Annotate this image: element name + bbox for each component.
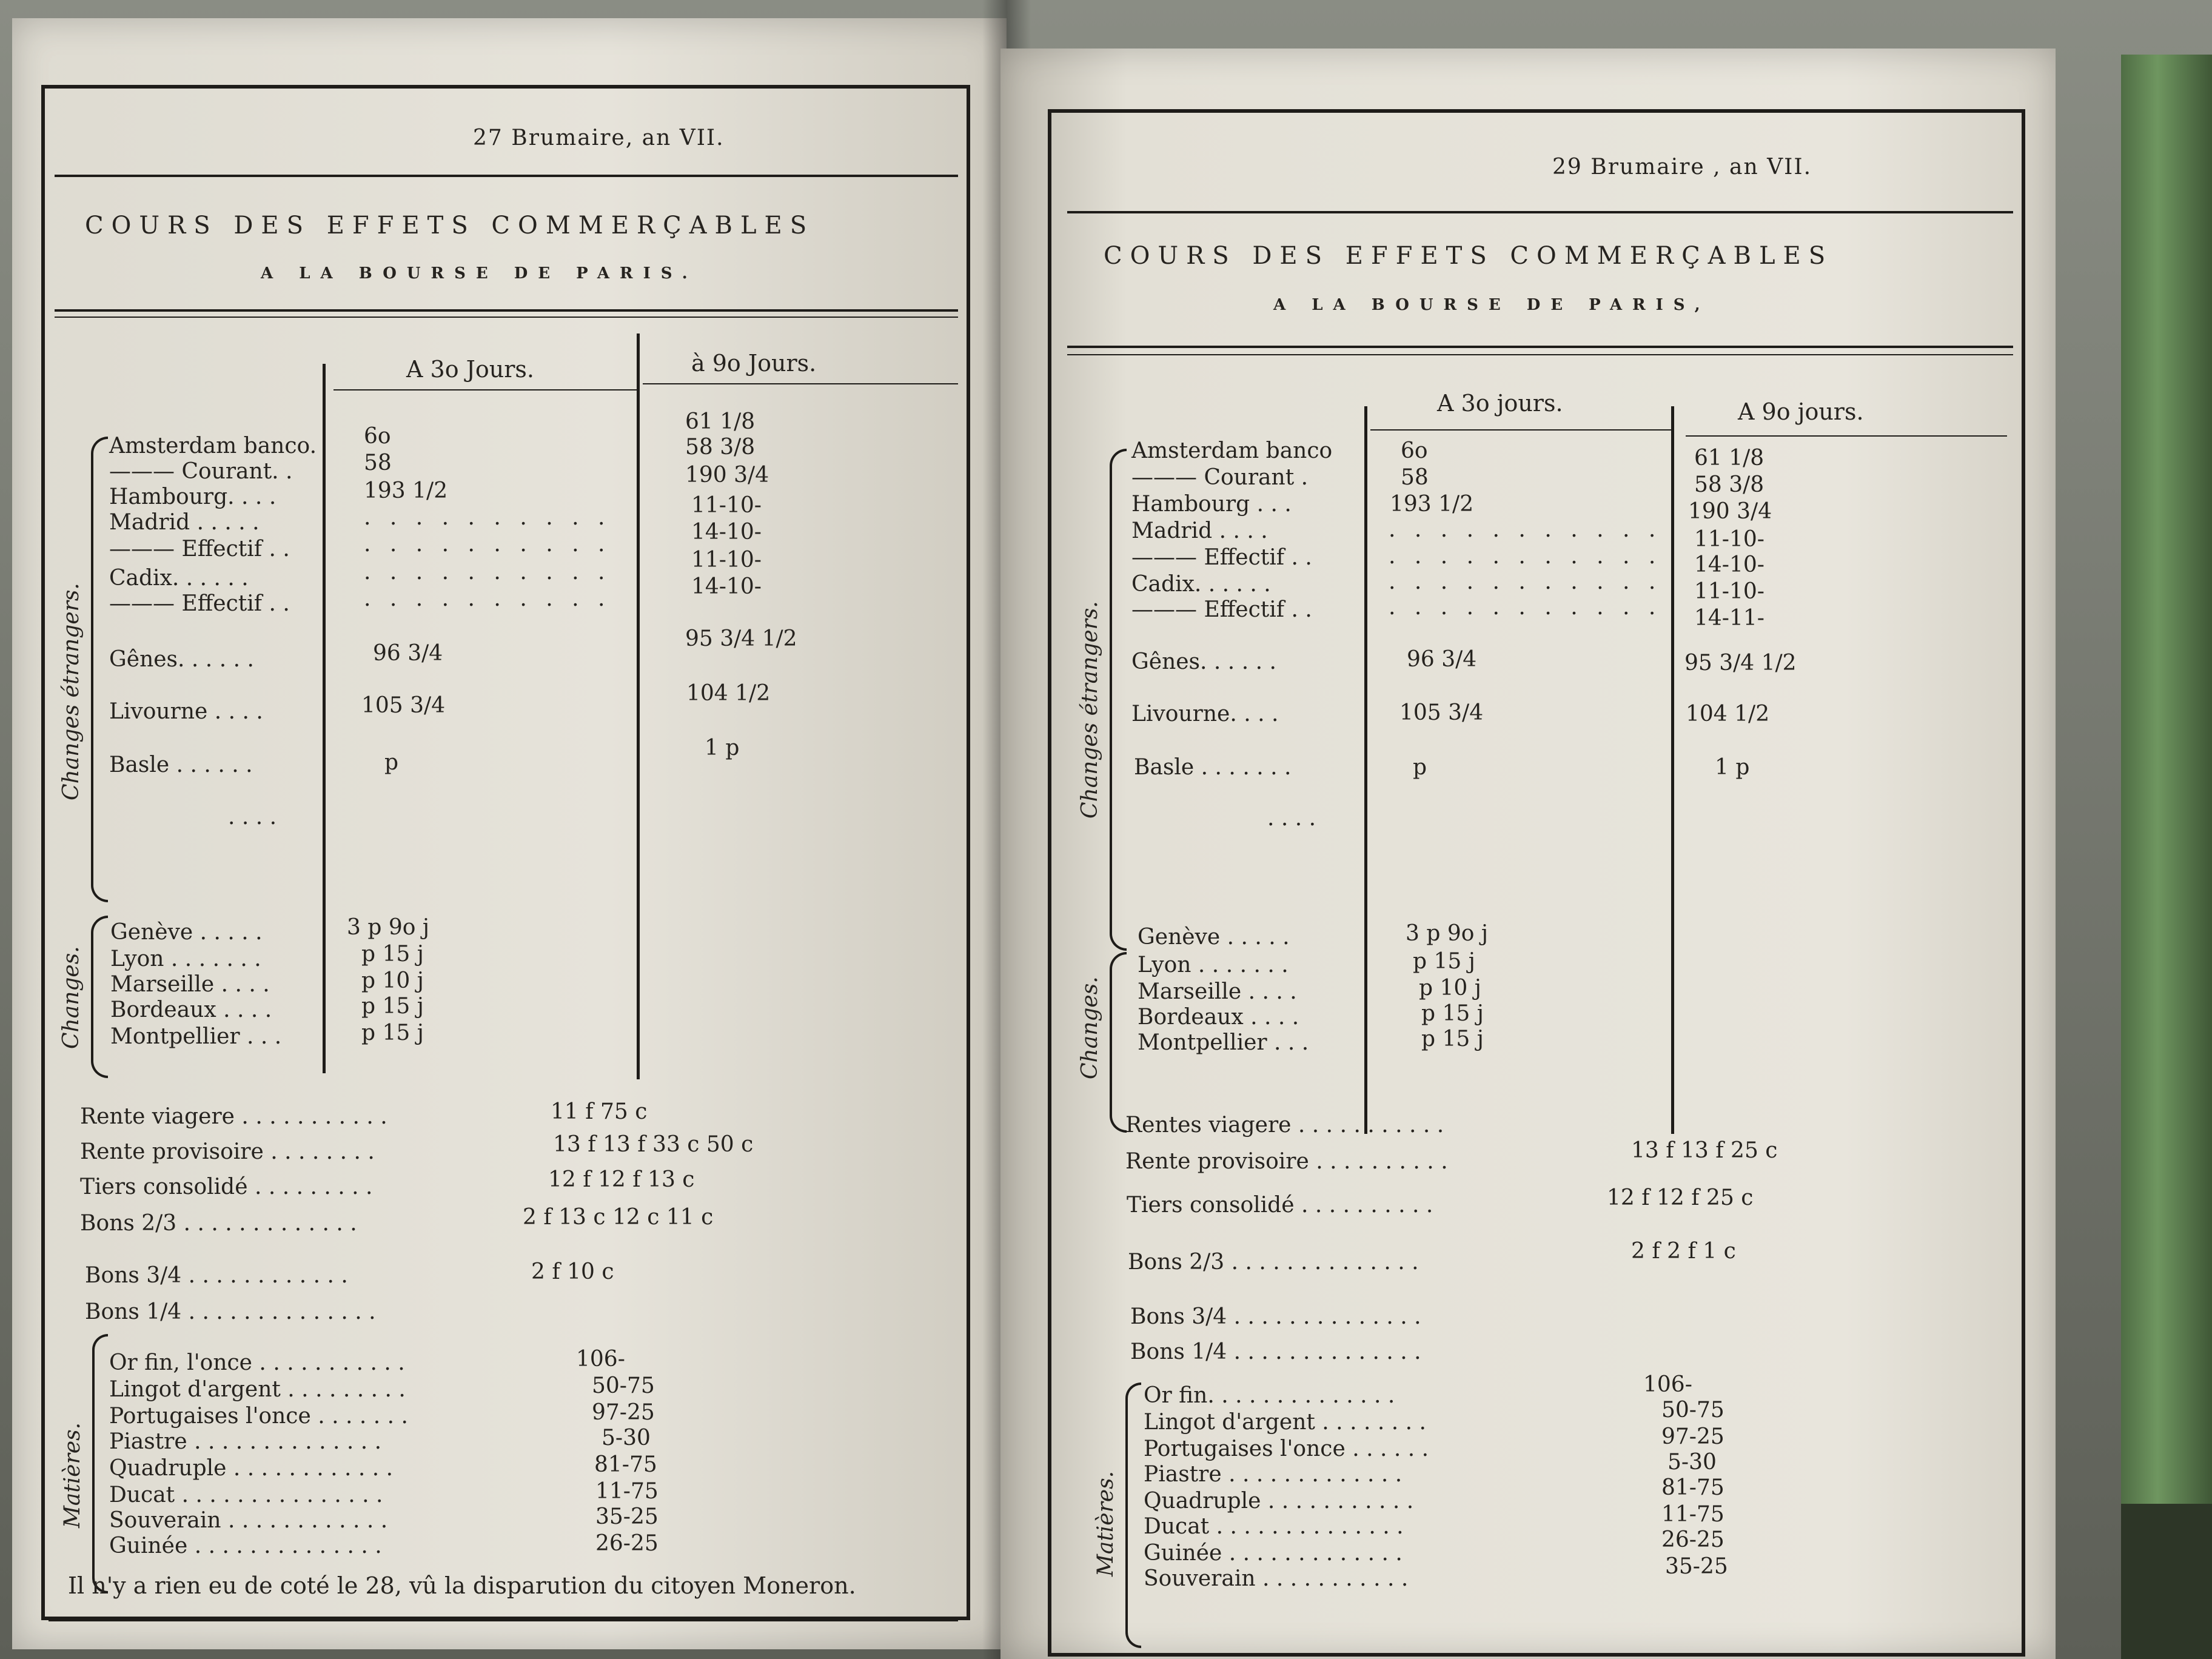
row-label: Lingot d'argent . . . . . . . . — [1144, 1410, 1426, 1435]
left-side-changes: Changes. — [59, 946, 84, 1049]
right-col-90: A 9o jours. — [1738, 398, 1864, 425]
value-30: p 15 j — [1421, 1027, 1484, 1051]
left-title: COURS DES EFFETS COMMERÇABLES — [85, 212, 815, 240]
value-90: 58 3/8 — [685, 435, 756, 460]
row-value: 81-75 — [594, 1452, 657, 1477]
row-label: Basle . . . . . . . — [1134, 755, 1292, 780]
row-label: Basle . . . . . . — [109, 752, 253, 777]
row-label: Ducat . . . . . . . . . . . . . . — [1144, 1514, 1404, 1539]
value-90: 1 p — [1715, 755, 1750, 780]
row-label: Quadruple . . . . . . . . . . . . — [109, 1456, 394, 1481]
value-90: 14-10- — [1694, 552, 1765, 577]
value-30: 3 p 9o j — [1406, 921, 1489, 946]
value-90: 58 3/8 — [1694, 472, 1765, 497]
value-30: 3 p 9o j — [347, 915, 430, 940]
row-label: Amsterdam banco. — [109, 434, 317, 458]
rule — [1686, 435, 2007, 437]
row-label: Piastre . . . . . . . . . . . . . . — [109, 1429, 382, 1454]
left-col-90: à 9o Jours. — [691, 350, 817, 377]
row-label: Bons 2/3 . . . . . . . . . . . . . — [80, 1211, 357, 1236]
row-value: 12 f 12 f 13 c — [548, 1167, 695, 1192]
row-value: 2 f 10 c — [531, 1259, 614, 1284]
value-30: . . . . . . . . . . — [364, 505, 611, 530]
right-side-matieres: Matières. — [1093, 1470, 1118, 1577]
row-label: Madrid . . . . . — [109, 510, 260, 535]
rule — [49, 1619, 958, 1621]
row-label: Tiers consolidé . . . . . . . . . . — [1127, 1193, 1433, 1218]
row-label: Genève . . . . . — [110, 920, 263, 945]
left-side-foreign: Changes étrangers. — [59, 583, 84, 800]
value-90: 1 p — [705, 736, 740, 760]
value-30: p 10 j — [1419, 976, 1481, 1000]
row-value: 26-25 — [1661, 1527, 1724, 1552]
right-side-foreign: Changes étrangers. — [1078, 601, 1102, 819]
value-30: . . . . . . . . . . . — [1389, 544, 1662, 569]
row-label: Marseille . . . . — [110, 972, 270, 997]
row-label: . . . . — [228, 805, 277, 830]
row-value: 2 f 13 c 12 c 11 c — [523, 1205, 714, 1230]
row-value: 11-75 — [595, 1479, 659, 1504]
row-label: Rente viagere . . . . . . . . . . . — [80, 1104, 387, 1129]
value-90: 11-10- — [1694, 579, 1765, 604]
row-label: Guinée . . . . . . . . . . . . . — [1144, 1541, 1403, 1566]
row-label: Marseille . . . . — [1138, 979, 1297, 1004]
value-90: 14-10- — [691, 574, 762, 599]
value-30: p 15 j — [361, 1021, 424, 1045]
row-value: 106- — [1643, 1372, 1692, 1397]
value-30: . . . . . . . . . . . — [1389, 595, 1662, 620]
rule — [55, 309, 958, 312]
right-col-30: A 3o jours. — [1437, 390, 1563, 417]
value-30: p — [384, 750, 399, 775]
row-label: Bordeaux . . . . — [1138, 1005, 1299, 1030]
row-value: 35-25 — [595, 1504, 659, 1529]
row-value: 50-75 — [1661, 1398, 1724, 1423]
row-label: Lingot d'argent . . . . . . . . . — [109, 1377, 406, 1402]
row-label: Tiers consolidé . . . . . . . . . — [80, 1175, 373, 1199]
row-label: Lyon . . . . . . . — [1138, 953, 1289, 977]
row-value: 12 f 12 f 25 c — [1607, 1185, 1754, 1210]
row-label: Ducat . . . . . . . . . . . . . . . — [109, 1483, 383, 1507]
left-subtitle: A LA BOURSE DE PARIS. — [261, 264, 698, 283]
rule — [55, 175, 958, 177]
row-label: Souverain . . . . . . . . . . . — [1144, 1566, 1409, 1591]
book-cover-corner — [2121, 1504, 2212, 1659]
value-90: 11-10- — [1694, 527, 1765, 552]
row-label: ——— Courant . — [1131, 465, 1309, 490]
book-cover-edge — [2121, 55, 2212, 1659]
row-label: Bordeaux . . . . — [110, 997, 272, 1022]
value-30: p 15 j — [1421, 1001, 1484, 1026]
rule — [333, 389, 637, 390]
row-value: 11 f 75 c — [551, 1099, 648, 1124]
value-90: 190 3/4 — [685, 463, 769, 488]
row-label: Montpellier . . . — [110, 1024, 282, 1049]
row-label: Cadix. . . . . . — [1131, 572, 1271, 597]
row-label: Quadruple . . . . . . . . . . . — [1144, 1489, 1414, 1513]
column-divider — [1364, 406, 1367, 1134]
row-label: ——— Effectif . . — [109, 591, 290, 616]
column-divider — [637, 333, 640, 1079]
column-divider — [323, 364, 326, 1073]
row-label: Bons 3/4 . . . . . . . . . . . . — [85, 1263, 348, 1288]
row-value: 97-25 — [592, 1400, 655, 1425]
value-30: . . . . . . . . . . — [364, 560, 611, 585]
value-90: 61 1/8 — [685, 409, 756, 434]
right-side-changes: Changes. — [1078, 976, 1102, 1079]
value-90: 11-10- — [691, 548, 762, 572]
value-90: 61 1/8 — [1694, 446, 1765, 471]
row-label: Genève . . . . . — [1138, 925, 1290, 950]
brace — [1110, 952, 1127, 1133]
row-label: Bons 1/4 . . . . . . . . . . . . . . — [85, 1299, 376, 1324]
value-30: . . . . . . . . . . . — [1389, 569, 1662, 594]
left-note: Il n'y a rien eu de coté le 28, vû la disparution du citoyen Moneron. — [68, 1572, 856, 1599]
row-label: Or fin. . . . . . . . . . . . . . — [1144, 1383, 1395, 1408]
row-value: 35-25 — [1665, 1554, 1728, 1579]
value-90: 14-10- — [691, 520, 762, 545]
value-30: 193 1/2 — [364, 478, 448, 503]
brace — [91, 916, 108, 1078]
row-label: Rente provisoire . . . . . . . . . . — [1125, 1149, 1448, 1174]
row-label: Livourne. . . . — [1131, 702, 1279, 726]
row-label: Amsterdam banco — [1131, 438, 1333, 463]
value-30: 105 3/4 — [1399, 700, 1484, 725]
row-label: Portugaises l'once . . . . . . — [1144, 1436, 1429, 1461]
row-label: Rente provisoire . . . . . . . . — [80, 1139, 375, 1164]
value-90: 104 1/2 — [686, 681, 771, 706]
row-label: Hambourg. . . . — [109, 484, 276, 509]
value-30: 96 3/4 — [1407, 647, 1477, 672]
row-label: ——— Courant. . — [109, 459, 293, 484]
row-value: 26-25 — [595, 1531, 659, 1556]
value-30: . . . . . . . . . . . — [1389, 517, 1662, 542]
left-date: 27 Brumaire, an VII. — [473, 126, 725, 150]
row-label: Piastre . . . . . . . . . . . . . — [1144, 1462, 1403, 1487]
rule — [1370, 429, 1674, 431]
brace — [1110, 449, 1127, 951]
brace — [91, 437, 108, 902]
value-30: 105 3/4 — [361, 693, 446, 718]
right-subtitle: A LA BOURSE DE PARIS, — [1273, 296, 1711, 314]
row-value: 13 f 13 f 25 c — [1631, 1138, 1778, 1163]
row-label: ——— Effectif . . — [109, 537, 290, 561]
row-label: Guinée . . . . . . . . . . . . . . — [109, 1533, 382, 1558]
row-label: . . . . — [1267, 806, 1316, 831]
row-label: Montpellier . . . — [1138, 1030, 1309, 1055]
row-label: Gênes. . . . . . — [1131, 649, 1276, 674]
value-30: p 10 j — [361, 968, 424, 993]
row-label: Hambourg . . . — [1131, 492, 1292, 517]
row-value: 97-25 — [1661, 1424, 1724, 1449]
left-page — [12, 18, 1007, 1649]
row-label: Bons 3/4 . . . . . . . . . . . . . . — [1130, 1304, 1421, 1329]
rule — [55, 317, 958, 318]
value-30: 96 3/4 — [373, 641, 443, 666]
value-30: . . . . . . . . . . — [364, 586, 611, 611]
row-label: ——— Effectif . . — [1131, 597, 1312, 622]
right-title: COURS DES EFFETS COMMERÇABLES — [1104, 242, 1834, 270]
row-value: 81-75 — [1661, 1475, 1724, 1500]
value-30: . . . . . . . . . . — [364, 532, 611, 557]
row-label: Madrid . . . . — [1131, 518, 1268, 543]
value-30: 193 1/2 — [1390, 492, 1474, 517]
row-value: 13 f 13 f 33 c 50 c — [553, 1132, 754, 1157]
rule — [1067, 211, 2013, 213]
row-value: 11-75 — [1661, 1502, 1724, 1527]
row-value: 2 f 2 f 1 c — [1631, 1239, 1736, 1264]
rule — [1067, 354, 2013, 355]
row-label: Livourne . . . . — [109, 699, 263, 724]
value-30: p 15 j — [361, 942, 424, 967]
rule — [1067, 346, 2013, 348]
brace — [1125, 1382, 1141, 1648]
row-label: Lyon . . . . . . . — [110, 947, 261, 971]
row-value: 50-75 — [592, 1373, 655, 1398]
row-label: Cadix. . . . . . — [109, 566, 249, 591]
right-page — [1000, 49, 2056, 1659]
row-label: ——— Effectif . . — [1131, 545, 1312, 570]
value-90: 11-10- — [691, 493, 762, 518]
left-side-matieres: Matières. — [60, 1422, 85, 1528]
value-30: p — [1413, 755, 1427, 780]
rule — [643, 383, 958, 384]
value-30: 6o — [364, 424, 391, 449]
value-30: 6o — [1401, 438, 1428, 463]
row-value: 106- — [576, 1347, 625, 1372]
row-label: Or fin, l'once . . . . . . . . . . . — [109, 1350, 405, 1375]
row-value: 5-30 — [1667, 1450, 1717, 1475]
value-90: 14-11- — [1694, 606, 1765, 631]
value-90: 95 3/4 1/2 — [685, 626, 797, 651]
row-label: Gênes. . . . . . — [109, 647, 254, 672]
left-col-30: A 3o Jours. — [406, 356, 534, 383]
row-label: Portugaises l'once . . . . . . . — [109, 1404, 408, 1429]
value-90: 104 1/2 — [1686, 702, 1770, 726]
row-label: Bons 1/4 . . . . . . . . . . . . . . — [1130, 1339, 1421, 1364]
value-30: p 15 j — [1413, 949, 1475, 974]
value-30: p 15 j — [361, 994, 424, 1019]
right-date: 29 Brumaire , an VII. — [1552, 155, 1812, 179]
column-divider — [1671, 406, 1674, 1134]
value-30: 58 — [364, 451, 392, 475]
value-30: 58 — [1401, 465, 1429, 490]
row-value: 5-30 — [602, 1426, 651, 1450]
value-90: 95 3/4 1/2 — [1684, 651, 1797, 675]
brace — [92, 1334, 108, 1594]
row-label: Rentes viagere . . . . . . . . . . . — [1125, 1113, 1444, 1138]
row-label: Bons 2/3 . . . . . . . . . . . . . . — [1128, 1250, 1419, 1275]
value-90: 190 3/4 — [1688, 499, 1772, 524]
row-label: Souverain . . . . . . . . . . . . — [109, 1508, 388, 1533]
